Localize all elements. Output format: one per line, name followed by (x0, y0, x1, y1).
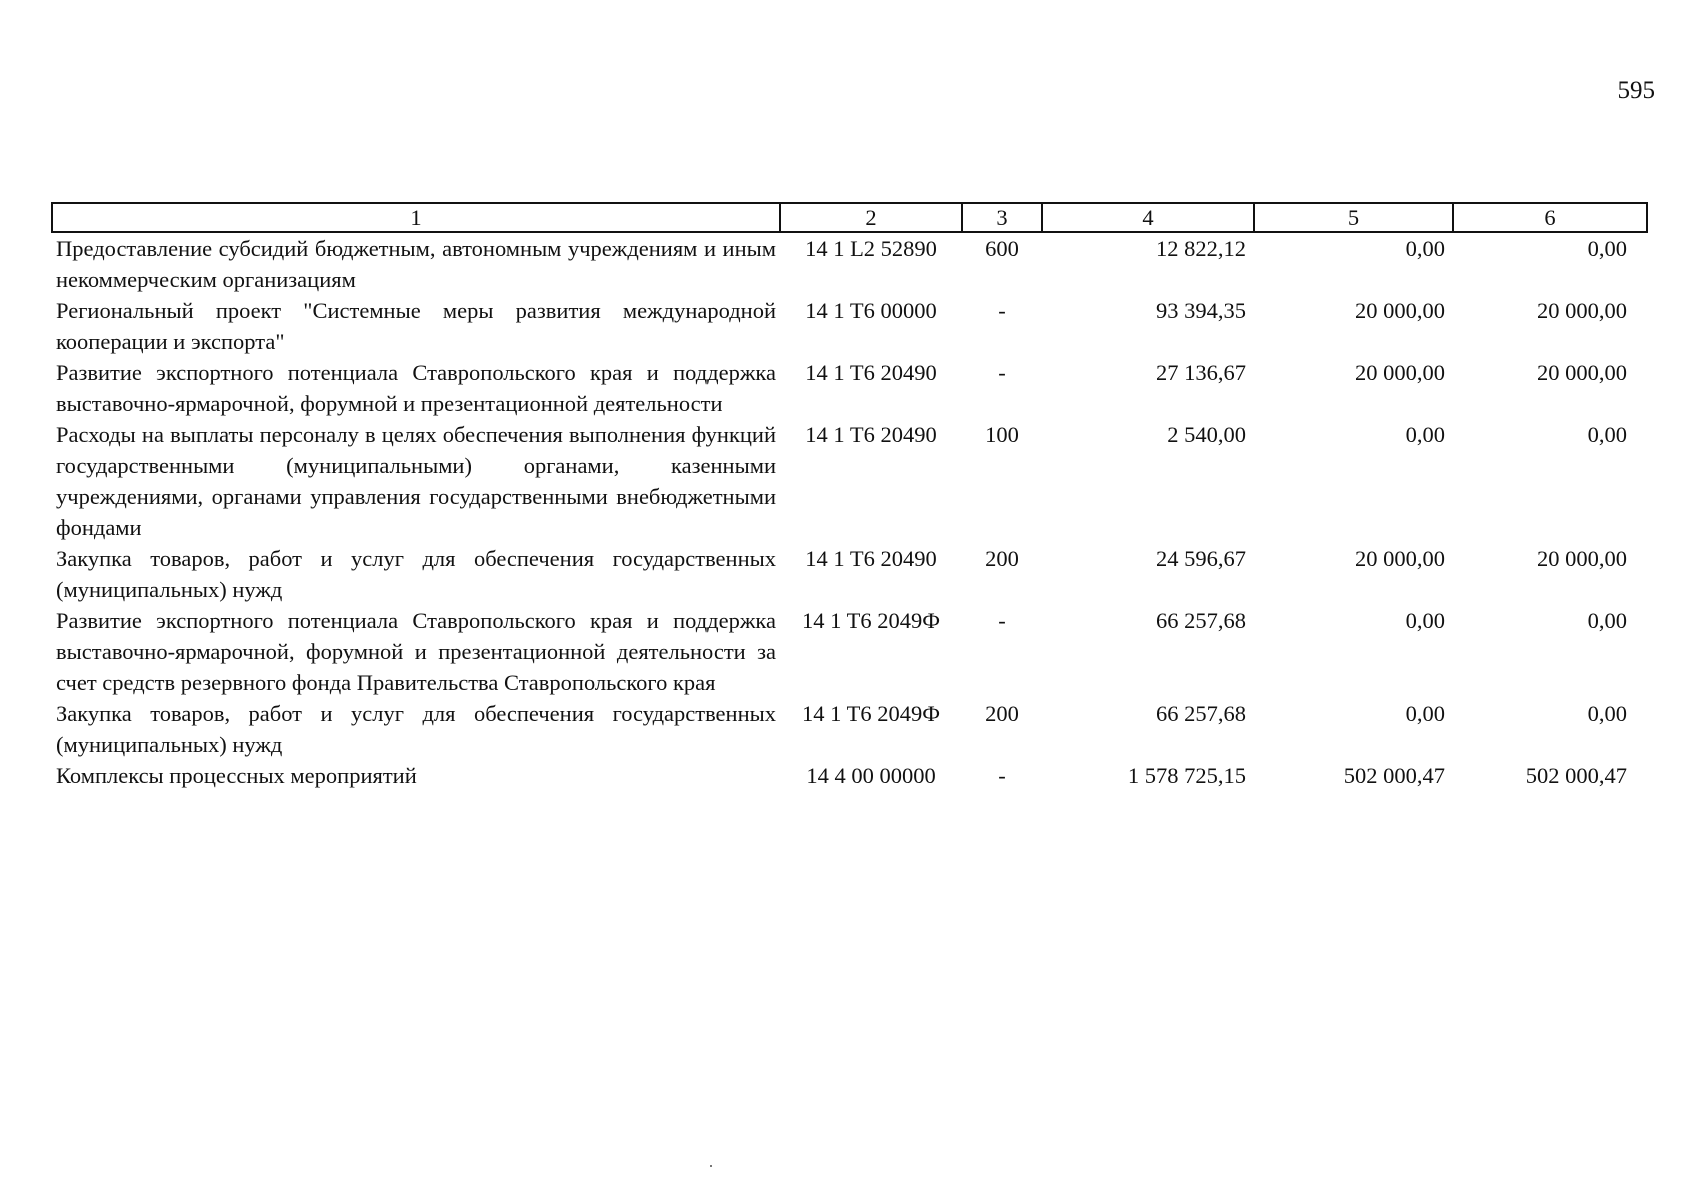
row-col5: 0,00 (1405, 701, 1445, 726)
row-col4: 66 257,68 (1156, 608, 1246, 633)
row-col4: 2 540,00 (1167, 422, 1246, 447)
row-code: 14 1 T6 20490 (805, 546, 937, 571)
row-col6: 0,00 (1587, 608, 1627, 633)
row-col4: 1 578 725,15 (1127, 763, 1246, 788)
row-col6: 0,00 (1587, 236, 1627, 261)
row-code: 14 1 T6 20490 (805, 360, 937, 385)
table-row (52, 232, 1647, 295)
row-name: Предоставление субсидий бюджетным, автономным учреждениям и иным некоммерческим организациям (56, 236, 776, 292)
header-col-1: 1 (52, 203, 780, 232)
row-code: 14 1 T6 2049Ф (802, 701, 940, 726)
row-code: 14 1 T6 20490 (805, 422, 937, 447)
row-name: Закупка товаров, работ и услуг для обеспечения государственных (муниципальных) нужд (56, 546, 776, 602)
row-col5: 502 000,47 (1343, 763, 1445, 788)
row-code: 14 1 T6 2049Ф (802, 608, 940, 633)
row-col6: 502 000,47 (1525, 763, 1627, 788)
row-name: Закупка товаров, работ и услуг для обеспечения государственных (муниципальных) нужд (56, 701, 776, 757)
row-col6: 0,00 (1587, 422, 1627, 447)
row-type: - (998, 608, 1006, 633)
row-name: Расходы на выплаты персоналу в целях обеспечения выполнения функций государственными (муниципальными) органами, казенными учреждениями, органами управления государственными внебюджетными фондами (56, 422, 776, 540)
table-row (52, 357, 1647, 419)
row-type: 100 (985, 422, 1019, 447)
row-type: - (998, 298, 1006, 323)
row-col5: 20 000,00 (1355, 546, 1445, 571)
row-type: 600 (985, 236, 1019, 261)
row-col6: 0,00 (1587, 701, 1627, 726)
budget-table (51, 202, 1648, 791)
row-col5: 20 000,00 (1355, 298, 1445, 323)
table-row (52, 419, 1647, 543)
header-col-2: 2 (780, 203, 962, 232)
row-type: - (998, 360, 1006, 385)
row-col4: 12 822,12 (1156, 236, 1246, 261)
header-col-4: 4 (1042, 203, 1254, 232)
header-col-5: 5 (1254, 203, 1453, 232)
header-col-3: 3 (962, 203, 1042, 232)
row-col5: 0,00 (1405, 608, 1445, 633)
table-row (52, 760, 1647, 791)
row-type: 200 (985, 701, 1019, 726)
row-col6: 20 000,00 (1537, 360, 1627, 385)
table-row (52, 295, 1647, 357)
row-code: 14 1 L2 52890 (805, 236, 937, 261)
table-body (52, 232, 1647, 791)
table-row (52, 543, 1647, 605)
row-code: 14 1 T6 00000 (805, 298, 937, 323)
row-col5: 0,00 (1405, 236, 1445, 261)
row-type: - (998, 763, 1006, 788)
row-col6: 20 000,00 (1537, 298, 1627, 323)
scan-speck (710, 1165, 712, 1167)
row-col4: 93 394,35 (1156, 298, 1246, 323)
page-number: 595 (1617, 77, 1655, 104)
header-col-6: 6 (1453, 203, 1647, 232)
table-row (52, 698, 1647, 760)
table-row (52, 605, 1647, 698)
row-name: Развитие экспортного потенциала Ставропольского края и поддержка выставочно-ярмарочной, форумной и презентационной деятельности (56, 360, 776, 416)
row-col4: 27 136,67 (1156, 360, 1246, 385)
row-col4: 66 257,68 (1156, 701, 1246, 726)
row-col5: 0,00 (1405, 422, 1445, 447)
row-code: 14 4 00 00000 (806, 763, 936, 788)
row-type: 200 (985, 546, 1019, 571)
row-col6: 20 000,00 (1537, 546, 1627, 571)
row-name: Развитие экспортного потенциала Ставропольского края и поддержка выставочно-ярмарочной, форумной и презентационной деятельности за счет средств резервного фонда Правительства Ставропольского края (56, 608, 776, 695)
header-row (52, 203, 1647, 232)
row-name: Региональный проект "Системные меры развития международной кооперации и экспорта" (56, 298, 776, 354)
row-col5: 20 000,00 (1355, 360, 1445, 385)
row-col4: 24 596,67 (1156, 546, 1246, 571)
table-header (52, 203, 1647, 232)
row-name: Комплексы процессных мероприятий (56, 763, 417, 788)
